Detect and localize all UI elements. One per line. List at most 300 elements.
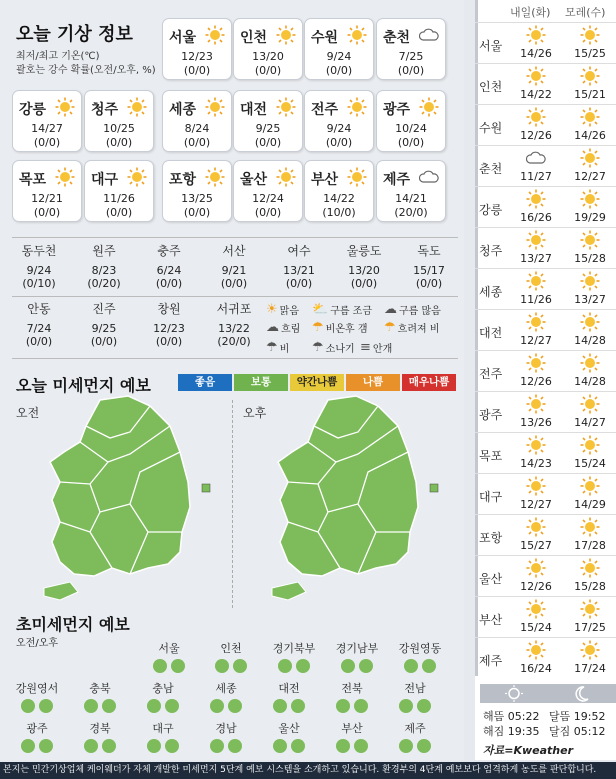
- legend-item: [312, 340, 355, 355]
- city-temp: 12/24: [252, 192, 284, 205]
- city-temp: 14/27: [31, 122, 63, 135]
- city-name: 세종: [169, 102, 197, 118]
- ultra-title: 초미세먼지 예보: [16, 615, 130, 634]
- sun-icon: [205, 97, 225, 117]
- sun-icon: [567, 435, 613, 458]
- forecast-d1: 14/23: [520, 457, 552, 470]
- city-temp: 7/25: [398, 50, 424, 63]
- sun-icon: [567, 107, 613, 130]
- sun-icon: [205, 25, 225, 45]
- legend-item: [384, 320, 439, 335]
- dust-level-1: 보통: [234, 374, 288, 391]
- forecast-d2: 15/24: [574, 457, 606, 470]
- sun-icon: [513, 599, 559, 622]
- small-city-10: [203, 300, 265, 348]
- ultra-pm-dot: [102, 739, 116, 753]
- city-card-4: [12, 90, 82, 152]
- ultra-region: [387, 640, 453, 676]
- forecast-d2: 14/27: [574, 416, 606, 429]
- city-card-0: [162, 18, 232, 80]
- ultra-region: [67, 720, 133, 756]
- forecast-d2: 13/27: [574, 293, 606, 306]
- ultra-region: [198, 640, 264, 676]
- forecast-d1: 16/26: [520, 211, 552, 224]
- forecast-city: 제주: [479, 654, 503, 668]
- footer-note: 본지는 민간기상업체 케이웨더가 자체 개발한 미세먼지 5단계 예보 시스템을 소개하고 있습니다. 환경부의 4단계 예보보다 엄격하게 농도를 판단합니다.: [0, 762, 616, 779]
- sun-icon: [347, 97, 367, 117]
- sun-icon: [127, 167, 147, 187]
- forecast-row: [475, 145, 616, 186]
- sun-icon: [347, 167, 367, 187]
- ultra-pm-dot: [39, 699, 53, 713]
- city-name: 수원: [311, 30, 339, 46]
- sun-icon: [567, 230, 613, 253]
- ultra-pm-dot: [354, 699, 368, 713]
- ultra-pm-dot: [417, 739, 431, 753]
- forecast-d1: 11/26: [520, 293, 552, 306]
- city-name: 부산: [311, 172, 339, 188]
- sun-box: [480, 684, 548, 703]
- city-temp: 10/25: [103, 122, 135, 135]
- ultra-region: [382, 720, 448, 756]
- city-name: 제주: [383, 172, 411, 188]
- small-city-name: 독도: [417, 244, 441, 258]
- ultra-pm-dot: [417, 699, 431, 713]
- cloud-icon: [513, 148, 559, 171]
- city-prob: (0/0): [33, 136, 61, 149]
- small-city-temp: 9/21: [221, 264, 247, 277]
- small-city-0: [8, 242, 70, 290]
- legend-item: [384, 302, 441, 317]
- sun-icon: [567, 353, 613, 376]
- city-temp: 13/20: [252, 50, 284, 63]
- ultra-region-name: 충남: [152, 682, 174, 695]
- ultra-region-name: 광주: [26, 722, 48, 735]
- small-city-prob: (20/0): [217, 335, 251, 348]
- forecast-city: 대구: [479, 490, 503, 504]
- city-temp: 12/23: [181, 50, 213, 63]
- small-city-temp: 15/17: [413, 264, 445, 277]
- city-card-2: [304, 18, 374, 80]
- ultra-region-name: 강원영서: [15, 682, 59, 695]
- col2-header: 모레(수): [565, 6, 606, 19]
- city-name: 울산: [240, 172, 268, 188]
- ultra-am-dot: [153, 659, 167, 673]
- city-temp: 14/22: [323, 192, 355, 205]
- sun-icon: [419, 97, 439, 117]
- dust-title: 오늘 미세먼지 예보: [16, 376, 151, 395]
- moon-box: [548, 684, 616, 703]
- small-city-name: 원주: [92, 244, 116, 258]
- city-temp: 11/26: [103, 192, 135, 205]
- legend-item: [360, 340, 392, 355]
- small-city-prob: (0/0): [415, 277, 443, 290]
- city-name: 서울: [169, 30, 197, 46]
- ultra-region: [4, 680, 70, 716]
- forecast-d1: 16/24: [520, 662, 552, 675]
- city-prob: (20/0): [394, 206, 428, 219]
- small-city-temp: 13/22: [218, 322, 250, 335]
- city-card-10: [12, 160, 82, 222]
- ultra-region-name: 전북: [341, 682, 363, 695]
- small-city-name: 진주: [92, 302, 116, 316]
- city-temp: 14/21: [395, 192, 427, 205]
- legend-label: 비: [279, 344, 290, 355]
- small-city-9: [138, 300, 200, 348]
- forecast-city: 서울: [479, 39, 503, 53]
- sun-icon: [513, 107, 559, 130]
- page-title: 오늘 기상 정보: [16, 24, 133, 45]
- sun-icon: [513, 66, 559, 89]
- ultra-region-name: 제주: [404, 722, 426, 735]
- sun-icon: [276, 25, 296, 45]
- forecast-city: 청주: [479, 244, 503, 258]
- small-city-prob: (0/0): [285, 277, 313, 290]
- small-city-name: 서산: [222, 244, 246, 258]
- dust-level-2: 약간나쁨: [290, 374, 344, 391]
- forecast-d2: 15/28: [574, 580, 606, 593]
- legend-label: 구름 많음: [399, 306, 441, 317]
- moonset: 달짐 05:12: [549, 725, 606, 738]
- ultra-region-name: 세종: [215, 682, 237, 695]
- ultra-region-name: 인천: [220, 642, 242, 655]
- forecast-d2: 17/24: [574, 662, 606, 675]
- ultra-pm-dot: [165, 699, 179, 713]
- forecast-d2: 15/25: [574, 47, 606, 60]
- sun-icon: [567, 394, 613, 417]
- legend-item: [312, 302, 372, 317]
- sun-icon: [127, 97, 147, 117]
- small-city-name: 동두천: [21, 244, 57, 258]
- temp-note: [16, 50, 161, 78]
- city-card-5: [84, 90, 154, 152]
- small-city-temp: 9/24: [26, 264, 52, 277]
- legend-label: 흐려져 비: [397, 324, 440, 335]
- legend-icon: ☀: [266, 302, 278, 317]
- small-city-temp: 13/21: [283, 264, 315, 277]
- city-temp: 12/21: [31, 192, 63, 205]
- forecast-row: [475, 350, 616, 391]
- ultra-region-name: 서울: [158, 642, 180, 655]
- forecast-city: 전주: [479, 367, 503, 381]
- moonrise: 달뜸 19:52: [549, 710, 606, 723]
- legend-item: [266, 320, 300, 335]
- sun-icon: [55, 97, 75, 117]
- ultra-am-dot: [215, 659, 229, 673]
- moon-icon: [548, 684, 616, 703]
- ultra-region: [319, 680, 385, 716]
- ultra-region-name: 대구: [152, 722, 174, 735]
- sun-icon: [55, 167, 75, 187]
- small-city-name: 서귀포: [216, 302, 252, 316]
- ultra-am-dot: [21, 699, 35, 713]
- ultra-pm-dot: [291, 699, 305, 713]
- sun-icon: [276, 167, 296, 187]
- sunset: 해짐 19:35: [483, 725, 540, 738]
- forecast-d2: 17/28: [574, 539, 606, 552]
- ultra-region-name: 대전: [278, 682, 300, 695]
- col1-header: 내일(화): [510, 6, 551, 19]
- sun-icon: [347, 25, 367, 45]
- forecast-city: 포항: [479, 531, 503, 545]
- am-label: 오전: [16, 406, 40, 420]
- city-prob: (0/0): [397, 136, 425, 149]
- forecast-row: [475, 432, 616, 473]
- city-prob: (10/0): [322, 206, 356, 219]
- small-city-temp: 13/20: [348, 264, 380, 277]
- ultra-region: [324, 640, 390, 676]
- ultra-region: [319, 720, 385, 756]
- forecast-d2: 14/28: [574, 375, 606, 388]
- legend-icon: ☂: [312, 320, 324, 335]
- city-prob: (0/0): [397, 64, 425, 77]
- ultra-region-name: 부산: [341, 722, 363, 735]
- small-city-name: 충주: [157, 244, 181, 258]
- sun-icon: [567, 66, 613, 89]
- legend-icon: ☁: [266, 320, 279, 335]
- temp-note-line1: 최저/최고 기온(℃): [16, 51, 100, 62]
- forecast-row: [475, 186, 616, 227]
- sun-icon: [567, 312, 613, 335]
- ultra-region: [67, 680, 133, 716]
- ultra-pm-dot: [296, 659, 310, 673]
- forecast-city: 울산: [479, 572, 503, 586]
- forecast-row: [475, 63, 616, 104]
- city-prob: (0/0): [254, 136, 282, 149]
- city-card-1: [233, 18, 303, 80]
- small-city-1: [73, 242, 135, 290]
- city-card-9: [376, 90, 446, 152]
- ultra-am-dot: [341, 659, 355, 673]
- ultra-region-name: 경북: [89, 722, 111, 735]
- sun-icon: [567, 25, 613, 48]
- small-city-prob: (0/0): [155, 335, 183, 348]
- city-name: 전주: [311, 102, 339, 118]
- small-city-prob: (0/20): [87, 277, 121, 290]
- small-city-temp: 6/24: [156, 264, 182, 277]
- ultra-am-dot: [210, 699, 224, 713]
- sun-icon: [513, 476, 559, 499]
- korea-map-am: [30, 392, 230, 607]
- forecast-d2: 19/29: [574, 211, 606, 224]
- ultra-pm-dot: [171, 659, 185, 673]
- sun-icon: [567, 189, 613, 212]
- city-prob: (0/0): [105, 206, 133, 219]
- forecast-d1: 12/26: [520, 375, 552, 388]
- sunrise: 해뜸 05:22: [483, 710, 540, 723]
- ultra-am-dot: [147, 699, 161, 713]
- forecast-row: [475, 596, 616, 637]
- sun-icon: [513, 640, 559, 663]
- ultra-region: [256, 680, 322, 716]
- sun-icon: [513, 230, 559, 253]
- legend-item: [312, 320, 367, 335]
- forecast-city: 목포: [479, 449, 503, 463]
- city-name: 춘천: [383, 30, 411, 46]
- city-prob: (0/0): [325, 136, 353, 149]
- forecast-panel: [475, 0, 616, 760]
- city-temp: 8/24: [184, 122, 210, 135]
- small-city-prob: (0/0): [155, 277, 183, 290]
- small-city-name: 안동: [27, 302, 51, 316]
- ultra-region-name: 경기남부: [335, 642, 379, 655]
- sun-icon: [513, 189, 559, 212]
- city-card-11: [84, 160, 154, 222]
- ultra-pm-dot: [102, 699, 116, 713]
- forecast-row: [475, 514, 616, 555]
- small-city-prob: (0/0): [90, 335, 118, 348]
- forecast-d1: 15/24: [520, 621, 552, 634]
- legend-label: 맑음: [279, 306, 299, 317]
- ultra-am-dot: [273, 699, 287, 713]
- city-prob: (0/0): [254, 206, 282, 219]
- forecast-d2: 14/26: [574, 129, 606, 142]
- ultra-pm-dot: [233, 659, 247, 673]
- ultra-am-dot: [404, 659, 418, 673]
- pm-label: 오후: [243, 406, 267, 420]
- ultra-am-dot: [273, 739, 287, 753]
- ultra-region-name: 경남: [215, 722, 237, 735]
- city-name: 인천: [240, 30, 268, 46]
- ultra-am-dot: [210, 739, 224, 753]
- small-city-8: [73, 300, 135, 348]
- city-card-6: [162, 90, 232, 152]
- source-credit: 자료=Kweather: [483, 744, 574, 757]
- city-card-7: [233, 90, 303, 152]
- forecast-d2: 12/27: [574, 170, 606, 183]
- ultra-region: [130, 680, 196, 716]
- sun-icon: [513, 353, 559, 376]
- legend-item: [266, 302, 299, 317]
- small-city-name: 여수: [287, 244, 311, 258]
- ultra-region: [261, 640, 327, 676]
- ultra-am-dot: [84, 699, 98, 713]
- sun-icon: [513, 25, 559, 48]
- temp-note-line2: 괄호는 강수 확률(오전/오후, %): [16, 65, 156, 76]
- forecast-d1: 13/26: [520, 416, 552, 429]
- city-prob: (0/0): [183, 136, 211, 149]
- sun-icon: [276, 97, 296, 117]
- forecast-d1: 12/26: [520, 129, 552, 142]
- ultra-am-dot: [399, 699, 413, 713]
- sun-icon: [567, 599, 613, 622]
- city-name: 포항: [169, 172, 197, 188]
- ultra-pm-dot: [228, 739, 242, 753]
- forecast-d2: 14/28: [574, 334, 606, 347]
- small-city-prob: (0/10): [22, 277, 56, 290]
- city-name: 목포: [19, 172, 47, 188]
- forecast-city: 수원: [479, 121, 503, 135]
- sun-icon: [513, 517, 559, 540]
- forecast-row: [475, 268, 616, 309]
- sun-icon: [205, 167, 225, 187]
- ultra-region-name: 충북: [89, 682, 111, 695]
- legend-label: 비온후 갬: [325, 324, 368, 335]
- sun-icon: [567, 517, 613, 540]
- sun-icon: [567, 640, 613, 663]
- city-temp: 9/25: [255, 122, 281, 135]
- legend-icon: ☂: [384, 320, 396, 335]
- small-city-2: [138, 242, 200, 290]
- small-city-name: 울릉도: [346, 244, 382, 258]
- forecast-d1: 12/27: [520, 334, 552, 347]
- city-temp: 10/24: [395, 122, 427, 135]
- forecast-city: 춘천: [479, 162, 503, 176]
- forecast-row: [475, 473, 616, 514]
- city-card-13: [233, 160, 303, 222]
- forecast-d1: 13/27: [520, 252, 552, 265]
- small-city-prob: (0/0): [350, 277, 378, 290]
- cloud-icon: [419, 25, 439, 45]
- forecast-row: [475, 309, 616, 350]
- forecast-row: [475, 391, 616, 432]
- forecast-city: 인천: [479, 80, 503, 94]
- legend-icon: ⛅: [312, 302, 329, 317]
- city-temp: 9/24: [326, 122, 352, 135]
- forecast-d2: 17/25: [574, 621, 606, 634]
- ultra-pm-dot: [359, 659, 373, 673]
- legend-icon: ☂: [266, 340, 278, 355]
- legend-icon: ≡: [360, 340, 371, 355]
- forecast-d1: 15/27: [520, 539, 552, 552]
- ultra-region: [4, 720, 70, 756]
- city-prob: (0/0): [183, 206, 211, 219]
- sun-icon: [513, 558, 559, 581]
- ultra-region: [130, 720, 196, 756]
- city-name: 강릉: [19, 102, 47, 118]
- dust-level-3: 나쁨: [346, 374, 400, 391]
- legend-item: [266, 340, 289, 355]
- ultra-pm-dot: [354, 739, 368, 753]
- legend-label: 안개: [372, 344, 393, 355]
- city-name: 청주: [91, 102, 119, 118]
- small-city-temp: 7/24: [26, 322, 52, 335]
- cloud-icon: [419, 167, 439, 187]
- sun-outline-icon: [480, 684, 548, 703]
- sun-icon: [567, 558, 613, 581]
- city-temp: 9/24: [326, 50, 352, 63]
- ultra-sub: 오전/오후: [16, 638, 59, 649]
- ultra-region-name: 전남: [404, 682, 426, 695]
- city-card-14: [304, 160, 374, 222]
- ultra-region-name: 울산: [278, 722, 300, 735]
- sun-icon: [513, 394, 559, 417]
- city-prob: (0/0): [33, 206, 61, 219]
- forecast-row: [475, 637, 616, 678]
- ultra-am-dot: [399, 739, 413, 753]
- ultra-am-dot: [84, 739, 98, 753]
- forecast-city: 세종: [479, 285, 503, 299]
- sun-icon: [513, 312, 559, 335]
- small-city-3: [203, 242, 265, 290]
- forecast-row: [475, 555, 616, 596]
- forecast-d2: 15/21: [574, 88, 606, 101]
- small-city-6: [398, 242, 460, 290]
- legend-label: 흐림: [281, 324, 301, 335]
- ultra-pm-dot: [228, 699, 242, 713]
- small-city-5: [333, 242, 395, 290]
- forecast-d1: 14/26: [520, 47, 552, 60]
- map-divider: [232, 400, 233, 608]
- small-city-temp: 12/23: [153, 322, 185, 335]
- forecast-d1: 14/22: [520, 88, 552, 101]
- dust-level-4: 매우나쁨: [402, 374, 456, 391]
- forecast-city: 강릉: [479, 203, 503, 217]
- city-prob: (0/0): [254, 64, 282, 77]
- ultra-region-name: 경기북부: [272, 642, 316, 655]
- ultra-region: [136, 640, 202, 676]
- forecast-row: [475, 104, 616, 145]
